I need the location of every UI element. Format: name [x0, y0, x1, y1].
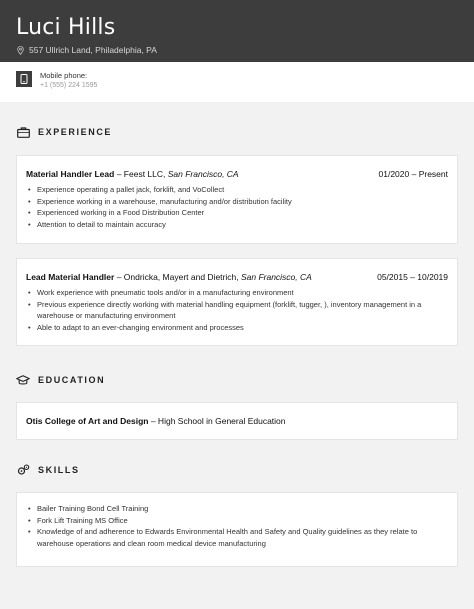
job-title: Lead Material Handler [26, 272, 115, 282]
list-item: • Work experience with pneumatic tools and/or in a manufacturing environment [27, 287, 447, 299]
education-heading [16, 374, 105, 386]
school-name: Otis College of Art and Design [26, 416, 149, 426]
contact-bar [0, 62, 474, 102]
experience-card [16, 155, 458, 244]
education-card [16, 402, 458, 440]
job-dates: 01/2020 – Present [378, 169, 448, 179]
skills-list [27, 503, 447, 549]
list-item: • Bailer Training Bond Cell Training [27, 503, 447, 515]
section-title-education: EDUCATION [38, 375, 106, 385]
job-company: – Feest LLC, [114, 169, 168, 179]
resume-header [0, 0, 474, 62]
job-location: San Francisco, CA [167, 169, 239, 179]
list-item: • Attention to detail to maintain accuracy [27, 219, 447, 231]
list-item: • Able to adapt to an ever-changing environment and processes [27, 322, 447, 334]
job-title: Material Handler Lead [26, 169, 115, 179]
job-bullets [27, 287, 447, 333]
job-role-line [26, 272, 312, 282]
section-title-experience: EXPERIENCE [38, 127, 113, 137]
list-item: • Experience working in a warehouse, manufacturing and/or distribution facility [27, 196, 447, 208]
phone-number: +1 (555) 224 1595 [40, 82, 98, 89]
section-title-skills: SKILLS [38, 465, 80, 475]
job-bullets [27, 184, 447, 230]
skills-heading [16, 464, 80, 476]
location-pin-icon [17, 46, 24, 55]
address-text: 557 Ullrich Land, Philadelphia, PA [29, 45, 157, 55]
list-item: • Experience operating a pallet jack, forklift, and VoCollect [27, 184, 447, 196]
candidate-name: Luci Hills [16, 15, 116, 40]
education-line [26, 416, 286, 426]
list-item: • Knowledge of and adherence to Edwards Environmental Health and Safety and Quality guidelines as they relate to warehouse operations and clean room medical device manufacturing [27, 526, 447, 549]
job-role-line [26, 169, 239, 179]
job-location: San Francisco, CA [240, 272, 312, 282]
degree-text: – High School in General Education [148, 416, 286, 426]
skills-card [16, 492, 458, 567]
job-company: – Ondricka, Mayert and Dietrich, [114, 272, 241, 282]
skills-gears-icon [16, 464, 30, 476]
list-item: • Previous experience directly working with material handling equipment (forklift, tugger, ), inventory management in a warehouse or manufacturing environment [27, 299, 447, 322]
phone-icon [16, 71, 32, 87]
experience-heading [16, 126, 112, 138]
address-line [17, 45, 157, 55]
phone-label: Mobile phone: [40, 71, 88, 80]
experience-card [16, 258, 458, 346]
graduation-cap-icon [16, 374, 30, 386]
briefcase-icon [16, 126, 30, 138]
list-item: • Experienced working in a Food Distribution Center [27, 207, 447, 219]
job-dates: 05/2015 – 10/2019 [377, 272, 448, 282]
list-item: • Fork Lift Training MS Office [27, 515, 447, 527]
